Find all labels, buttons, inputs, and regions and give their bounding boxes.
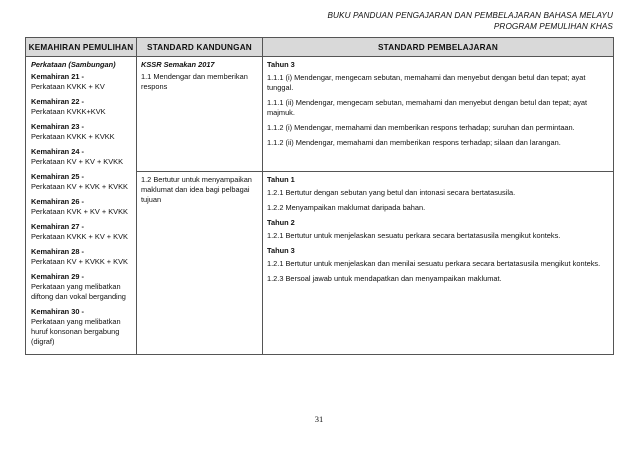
kemahiran-title: Kemahiran 26 - bbox=[31, 197, 84, 206]
kemahiran-item bbox=[31, 272, 132, 302]
kemahiran-title: Kemahiran 25 - bbox=[31, 172, 84, 181]
tahun-label: Tahun 2 bbox=[267, 218, 295, 227]
column-header-kandungan: STANDARD KANDUNGAN bbox=[137, 38, 263, 57]
kemahiran-desc: Perkataan KVKK + KV bbox=[31, 82, 105, 91]
standard-item: 1.2.1 Bertutur untuk menjelaskan dan menilai sesuatu perkara secara bertatasusila mengikut konteks. bbox=[267, 259, 601, 268]
kemahiran-title: Kemahiran 22 - bbox=[31, 97, 84, 106]
kemahiran-title: Kemahiran 29 - bbox=[31, 272, 84, 281]
standard-item: 1.1.1 (i) Mendengar, mengecam sebutan, memahami dan menyebut dengan betul dan tepat; ayat tunggal. bbox=[267, 73, 586, 92]
page-number: 31 bbox=[314, 414, 324, 424]
kemahiran-item bbox=[31, 172, 132, 192]
standard-item: 1.2.3 Bersoal jawab untuk mendapatkan dan menyampaikan maklumat. bbox=[267, 274, 502, 283]
kemahiran-desc: Perkataan KV + KVK + KVKK bbox=[31, 182, 128, 191]
column-header-pembelajaran: STANDARD PEMBELAJARAN bbox=[263, 38, 614, 57]
kemahiran-item bbox=[31, 147, 132, 167]
kemahiran-desc: Perkataan yang melibatkan diftong dan vokal berganding bbox=[31, 282, 126, 301]
standard-item: 1.1.2 (ii) Mendengar, memahami dan memberikan respons terhadap; silaan dan larangan. bbox=[267, 138, 561, 147]
document-header bbox=[327, 10, 613, 32]
kemahiran-item bbox=[31, 307, 132, 347]
kemahiran-title: Kemahiran 28 - bbox=[31, 247, 84, 256]
kemahiran-item bbox=[31, 97, 132, 117]
kemahiran-title: Kemahiran 24 - bbox=[31, 147, 84, 156]
column-header-kemahiran: KEMAHIRAN PEMULIHAN bbox=[26, 38, 137, 57]
kemahiran-desc: Perkataan KVKK + KVKK bbox=[31, 132, 115, 141]
standard-item: 1.2.2 Menyampaikan maklumat daripada bahan. bbox=[267, 203, 426, 212]
kemahiran-desc: Perkataan KVK + KV + KVKK bbox=[31, 207, 128, 216]
header-title: BUKU PANDUAN PENGAJARAN DAN PEMBELAJARAN BAHASA MELAYU bbox=[327, 11, 613, 20]
kemahiran-title: Kemahiran 21 - bbox=[31, 72, 84, 81]
kemahiran-heading: Perkataan (Sambungan) bbox=[31, 60, 116, 69]
standard-item: 1.1.2 (i) Mendengar, memahami dan memberikan respons terhadap; suruhan dan permintaan. bbox=[267, 123, 575, 132]
kemahiran-desc: Perkataan KVKK + KV + KVK bbox=[31, 232, 128, 241]
pembelajaran-cell bbox=[263, 172, 614, 355]
kemahiran-item bbox=[31, 197, 132, 217]
kandungan-text: 1.1 Mendengar dan memberikan respons bbox=[141, 72, 248, 91]
kemahiran-title: Kemahiran 23 - bbox=[31, 122, 84, 131]
kemahiran-item bbox=[31, 247, 132, 267]
standard-item: 1.1.1 (ii) Mendengar, mengecam sebutan, memahami dan menyebut dengan betul dan tepat; ayat majmuk. bbox=[267, 98, 588, 117]
kemahiran-title: Kemahiran 30 - bbox=[31, 307, 84, 316]
kemahiran-item bbox=[31, 122, 132, 142]
tahun-label: Tahun 1 bbox=[267, 175, 295, 184]
kemahiran-desc: Perkataan KV + KVKK + KVK bbox=[31, 257, 128, 266]
kemahiran-desc: Perkataan yang melibatkan huruf konsonan bergabung (digraf) bbox=[31, 317, 121, 346]
kemahiran-item bbox=[31, 222, 132, 242]
kandungan-cell bbox=[137, 57, 263, 172]
kemahiran-desc: Perkataan KV + KV + KVKK bbox=[31, 157, 124, 166]
tahun-label: Tahun 3 bbox=[267, 60, 295, 69]
kemahiran-cell bbox=[26, 57, 137, 355]
kemahiran-item bbox=[31, 72, 132, 92]
tahun-label: Tahun 3 bbox=[267, 246, 295, 255]
header-subtitle: PROGRAM PEMULIHAN KHAS bbox=[493, 22, 613, 31]
table-header-row bbox=[26, 38, 614, 57]
standard-item: 1.2.1 Bertutur untuk menjelaskan sesuatu perkara secara bertatasusila mengikut konteks. bbox=[267, 231, 561, 240]
kemahiran-desc: Perkataan KVKK+KVK bbox=[31, 107, 106, 116]
curriculum-table bbox=[25, 37, 614, 355]
kandungan-heading: KSSR Semakan 2017 bbox=[141, 60, 215, 69]
standard-item: 1.2.1 Bertutur dengan sebutan yang betul dan intonasi secara bertatasusila. bbox=[267, 188, 516, 197]
kandungan-cell bbox=[137, 172, 263, 355]
kandungan-text: 1.2 Bertutur untuk menyampaikan maklumat dan idea bagi pelbagai tujuan bbox=[141, 175, 252, 204]
table-row bbox=[26, 57, 614, 172]
kemahiran-title: Kemahiran 27 - bbox=[31, 222, 84, 231]
pembelajaran-cell bbox=[263, 57, 614, 172]
